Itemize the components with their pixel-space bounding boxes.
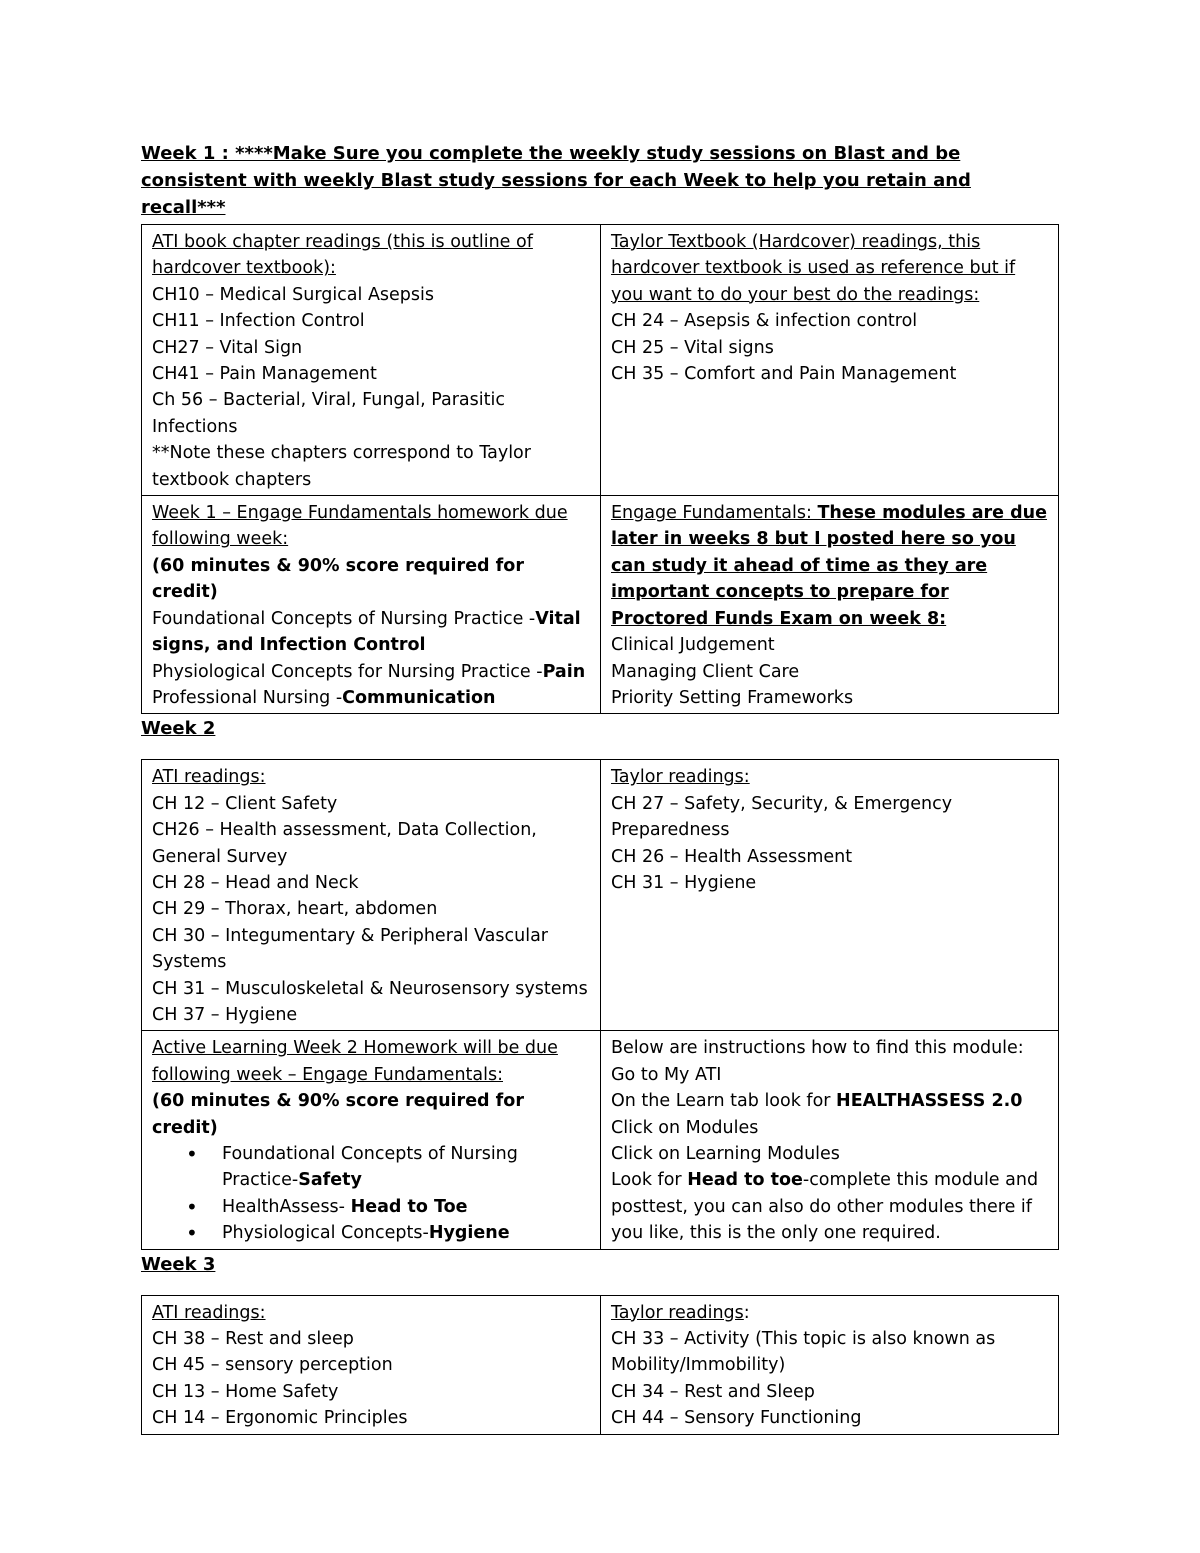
week3-taylor-title: Taylor readings: [611, 1302, 744, 1323]
week3-table: [141, 1295, 1059, 1435]
list-item: CH 31 – Musculoskeletal & Neurosensory systems: [152, 978, 588, 999]
instruction-text: Look for: [611, 1170, 688, 1191]
list-item: [152, 685, 590, 711]
module-topic: Communication: [342, 687, 496, 708]
module-label: Physiological Concepts-: [222, 1223, 429, 1244]
list-item: [222, 1220, 590, 1246]
instruction-line: Click on Learning Modules: [611, 1144, 840, 1164]
list-item: CH10 – Medical Surgical Asepsis: [152, 284, 435, 305]
modules-label: Engage Fundamentals:: [611, 503, 818, 524]
module-topic: Vital signs, and Infection Control: [152, 608, 581, 656]
list-item: CH41 – Pain Management: [152, 364, 377, 385]
table-row: [142, 225, 1059, 496]
instruction-emphasis: Head to toe: [687, 1170, 803, 1191]
table-row: [142, 1295, 1059, 1434]
list-item: CH 45 – sensory perception: [152, 1355, 393, 1376]
week3-heading: Week 3: [141, 1253, 216, 1275]
list-item: Managing Client Care: [611, 661, 800, 682]
list-item: CH 37 – Hygiene: [152, 1004, 298, 1025]
list-item: CH 25 – Vital signs: [611, 337, 774, 358]
week3-taylor-title-line: [611, 1300, 1048, 1326]
instruction-line: Go to My ATI: [611, 1064, 722, 1085]
instruction-emphasis: HEALTHASSESS 2.0: [836, 1091, 1023, 1112]
list-item: CH 26 – Health Assessment: [611, 846, 853, 867]
modules-note-text: These modules are due later in weeks 8 but I posted here so you can study it ahead of time as they are important concepts to prepare for Proctored Funds Exam on week 8:: [611, 503, 1048, 629]
instruction-text: On the Learn tab look for: [611, 1091, 837, 1112]
list-item: CH 29 – Thorax, heart, abdomen: [152, 899, 438, 920]
week3-taylor-cell: [601, 1295, 1059, 1434]
list-item: CH27 – Vital Sign: [152, 337, 303, 358]
week2-active-requirement: (60 minutes & 90% score required for credit): [152, 1091, 524, 1138]
week3-ati-cell: [142, 1295, 601, 1434]
week1-ati-note: **Note these chapters correspond to Taylor textbook chapters: [152, 443, 531, 490]
week2-instructions-cell: [601, 1031, 1059, 1249]
week1-modules-note: [611, 500, 1048, 632]
week3-ati-title: ATI readings:: [152, 1302, 266, 1323]
table-row: [142, 1031, 1059, 1249]
list-item: CH 24 – Asepsis & infection control: [611, 311, 918, 332]
list-item: CH 44 – Sensory Functioning: [611, 1408, 862, 1429]
module-topic: Pain: [542, 661, 586, 682]
table-row: [142, 496, 1059, 714]
week2-table: [141, 759, 1059, 1249]
week1-taylor-cell: [601, 225, 1059, 496]
week1-ati-cell: [142, 225, 601, 496]
instruction-line: [611, 1088, 1048, 1114]
week2-active-cell: [142, 1031, 601, 1249]
list-item: Ch 56 – Bacterial, Viral, Fungal, Parasitic Infections: [152, 390, 505, 437]
list-item: CH 31 – Hygiene: [611, 872, 757, 893]
list-item: CH 38 – Rest and sleep: [152, 1329, 354, 1350]
list-item: [222, 1194, 590, 1220]
list-item: [152, 659, 590, 685]
week2-ati-cell: [142, 760, 601, 1031]
week2-taylor-cell: [601, 760, 1059, 1031]
list-item: [152, 606, 590, 659]
list-item: CH 30 – Integumentary & Peripheral Vascular Systems: [152, 925, 548, 973]
week2-active-title: Active Learning Week 2 Homework will be due following week – Engage Fundamentals:: [152, 1038, 558, 1085]
list-item: CH 34 – Rest and Sleep: [611, 1381, 815, 1402]
list-item: CH 12 – Client Safety: [152, 793, 338, 814]
module-label: Physiological Concepts for Nursing Practice -: [152, 661, 543, 682]
list-item: Priority Setting Frameworks: [611, 687, 854, 708]
list-item: CH11 – Infection Control: [152, 311, 365, 332]
module-topic: Safety: [298, 1170, 362, 1191]
table-row: [142, 760, 1059, 1031]
week2-module-list: [152, 1141, 590, 1247]
week1-modules-cell: [601, 496, 1059, 714]
week1-table: [141, 224, 1059, 714]
list-item: CH 35 – Comfort and Pain Management: [611, 364, 957, 385]
module-topic: Head to Toe: [350, 1196, 468, 1217]
title-colon: :: [743, 1302, 750, 1323]
week1-engage-cell: [142, 496, 601, 714]
list-item: CH 14 – Ergonomic Principles: [152, 1408, 408, 1429]
list-item: CH26 – Health assessment, Data Collection, General Survey: [152, 820, 537, 867]
document-page: [141, 140, 1059, 1435]
week1-engage-requirement: (60 minutes & 90% score required for credit): [152, 555, 524, 603]
week2-heading: Week 2: [141, 718, 216, 740]
week1-taylor-title: Taylor Textbook (Hardcover) readings, this hardcover textbook is used as reference but if you want to do your best do the readings:: [611, 232, 1016, 305]
module-label: HealthAssess-: [222, 1196, 351, 1217]
week2-ati-title: ATI readings:: [152, 767, 266, 788]
module-label: Professional Nursing -: [152, 687, 343, 708]
list-item: CH 33 – Activity (This topic is also known as Mobility/Immobility): [611, 1329, 996, 1376]
list-item: [222, 1141, 590, 1194]
instruction-line: [611, 1167, 1048, 1246]
list-item: CH 28 – Head and Neck: [152, 872, 359, 893]
list-item: CH 13 – Home Safety: [152, 1381, 339, 1402]
module-label: Foundational Concepts of Nursing Practice-: [222, 1144, 518, 1191]
instruction-line: Below are instructions how to find this module:: [611, 1038, 1024, 1059]
week1-intro-heading: Week 1 : ****Make Sure you complete the weekly study sessions on Blast and be consistent with weekly Blast study sessions for each Week to help you retain and recall***: [141, 143, 971, 218]
week1-engage-title: Week 1 – Engage Fundamentals homework due following week:: [152, 503, 568, 550]
list-item: CH 27 – Safety, Security, & Emergency Preparedness: [611, 793, 953, 841]
week1-ati-title: ATI book chapter readings (this is outline of hardcover textbook):: [152, 232, 533, 279]
module-topic: Hygiene: [428, 1223, 510, 1244]
list-item: Clinical Judgement: [611, 635, 775, 656]
module-label: Foundational Concepts of Nursing Practice -: [152, 608, 536, 629]
week2-taylor-title: Taylor readings:: [611, 767, 750, 788]
instruction-text: -complete this module and posttest, you can also do other modules there if you like, this is the only one required.: [611, 1170, 1039, 1244]
instruction-line: Click on Modules: [611, 1117, 759, 1138]
